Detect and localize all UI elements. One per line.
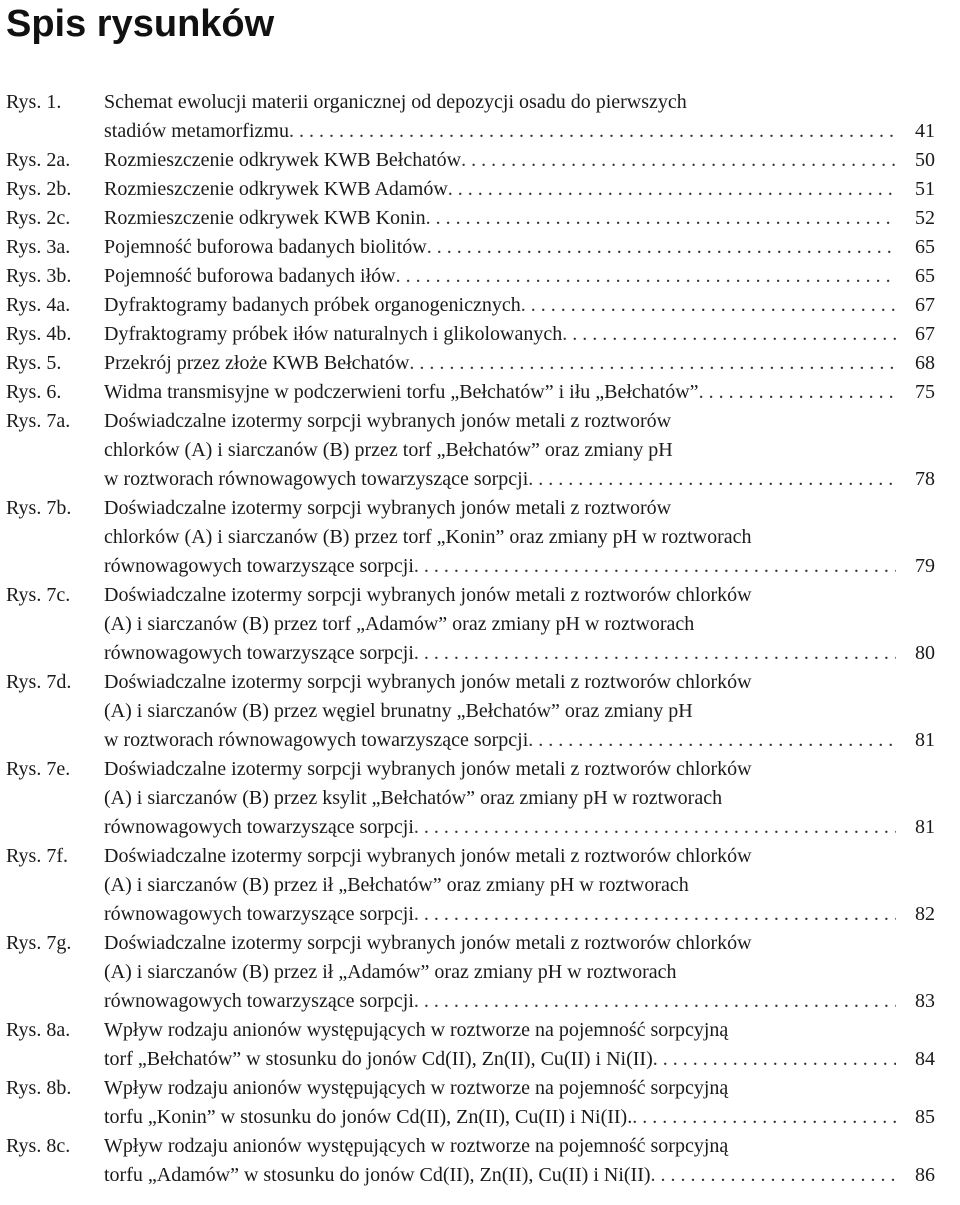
figure-number: Rys. 7b. — [6, 497, 72, 519]
page-title: Spis rysunków — [6, 3, 275, 45]
caption-text: równowagowych towarzyszące sorpcji — [104, 555, 414, 577]
figure-caption — [104, 929, 896, 1016]
list-item[interactable] — [0, 262, 960, 291]
figure-number: Rys. 7d. — [6, 671, 72, 693]
list-item[interactable] — [0, 1132, 960, 1190]
caption-text: Widma transmisyjne w podczerwieni torfu „Bełchatów” i iłu „Bełchatów” — [104, 381, 699, 403]
caption-line — [104, 726, 896, 755]
list-item[interactable] — [0, 146, 960, 175]
figure-caption — [104, 349, 896, 378]
caption-text: Dyfraktogramy próbek iłów naturalnych i glikolowanych — [104, 323, 563, 345]
caption-line — [104, 349, 896, 378]
figure-number: Rys. 5. — [6, 352, 62, 374]
dot-leader — [521, 291, 896, 320]
list-item[interactable] — [0, 755, 960, 842]
figure-caption — [104, 668, 896, 755]
page-number: 83 — [915, 990, 935, 1012]
caption-text: Rozmieszczenie odkrywek KWB Bełchatów — [104, 149, 462, 171]
figure-caption — [104, 842, 896, 929]
caption-line: Wpływ rodzaju anionów występujących w roztworze na pojemność sorpcyjną — [104, 1077, 729, 1099]
page-number: 52 — [915, 207, 935, 229]
dot-leader — [409, 349, 896, 378]
caption-text: równowagowych towarzyszące sorpcji — [104, 816, 414, 838]
caption-text: równowagowych towarzyszące sorpcji — [104, 903, 414, 925]
caption-line: chlorków (A) i siarczanów (B) przez torf „Konin” oraz zmiany pH w roztworach — [104, 526, 752, 548]
dot-leader — [653, 1045, 896, 1074]
figure-number: Rys. 2b. — [6, 178, 72, 200]
dot-leader — [562, 320, 896, 349]
caption-line — [104, 291, 896, 320]
caption-text: równowagowych towarzyszące sorpcji — [104, 990, 414, 1012]
caption-line — [104, 813, 896, 842]
figure-number: Rys. 3a. — [6, 236, 71, 258]
figure-caption — [104, 262, 896, 291]
page-number: 86 — [915, 1164, 935, 1186]
page-number: 51 — [915, 178, 935, 200]
figure-number: Rys. 8b. — [6, 1077, 72, 1099]
dot-leader — [414, 900, 896, 929]
list-item[interactable] — [0, 1074, 960, 1132]
caption-text: Przekrój przez złoże KWB Bełchatów — [104, 352, 410, 374]
dot-leader — [289, 117, 896, 146]
page-number: 50 — [915, 149, 935, 171]
figure-caption — [104, 291, 896, 320]
figure-caption — [104, 233, 896, 262]
caption-text: w roztworach równowagowych towarzyszące sorpcji — [104, 468, 529, 490]
page-number: 78 — [915, 468, 935, 490]
caption-line — [104, 320, 896, 349]
page-number: 67 — [915, 294, 935, 316]
dot-leader — [427, 233, 896, 262]
caption-line — [104, 639, 896, 668]
figure-number: Rys. 8c. — [6, 1135, 71, 1157]
caption-line — [104, 175, 896, 204]
caption-line — [104, 1161, 896, 1190]
page-number: 75 — [915, 381, 935, 403]
list-item[interactable] — [0, 175, 960, 204]
page-number: 81 — [915, 816, 935, 838]
caption-text: Rozmieszczenie odkrywek KWB Adamów — [104, 178, 448, 200]
figure-caption — [104, 581, 896, 668]
page-number: 82 — [915, 903, 935, 925]
dot-leader — [651, 1161, 896, 1190]
figure-number: Rys. 7g. — [6, 932, 72, 954]
caption-line — [104, 146, 896, 175]
caption-line — [104, 900, 896, 929]
figure-caption — [104, 88, 896, 146]
list-item[interactable] — [0, 494, 960, 581]
dot-leader — [461, 146, 896, 175]
dot-leader — [414, 552, 896, 581]
caption-line — [104, 1045, 896, 1074]
list-item[interactable] — [0, 349, 960, 378]
figure-number: Rys. 8a. — [6, 1019, 71, 1041]
list-item[interactable] — [0, 291, 960, 320]
caption-text: równowagowych towarzyszące sorpcji — [104, 642, 414, 664]
list-item[interactable] — [0, 378, 960, 407]
caption-line — [104, 987, 896, 1016]
list-item[interactable] — [0, 407, 960, 494]
caption-line — [104, 233, 896, 262]
list-item[interactable] — [0, 233, 960, 262]
caption-line: Doświadczalne izotermy sorpcji wybranych jonów metali z roztworów chlorków — [104, 671, 752, 693]
figure-caption — [104, 204, 896, 233]
page-number: 81 — [915, 729, 935, 751]
caption-line — [104, 262, 896, 291]
page-number: 68 — [915, 352, 935, 374]
figure-caption — [104, 378, 896, 407]
caption-line: Doświadczalne izotermy sorpcji wybranych jonów metali z roztworów — [104, 497, 672, 519]
dot-leader — [414, 987, 896, 1016]
caption-line — [104, 465, 896, 494]
caption-line: (A) i siarczanów (B) przez ił „Bełchatów” oraz zmiany pH w roztworach — [104, 874, 689, 896]
page-number: 80 — [915, 642, 935, 664]
dot-leader — [448, 175, 896, 204]
dot-leader — [426, 204, 896, 233]
caption-line: Doświadczalne izotermy sorpcji wybranych jonów metali z roztworów — [104, 410, 672, 432]
page-number: 84 — [915, 1048, 935, 1070]
figure-caption — [104, 1132, 896, 1190]
figure-caption — [104, 407, 896, 494]
dot-leader — [396, 262, 896, 291]
figure-number: Rys. 4b. — [6, 323, 72, 345]
caption-line — [104, 1103, 896, 1132]
list-item[interactable] — [0, 88, 960, 146]
caption-text: w roztworach równowagowych towarzyszące sorpcji — [104, 729, 529, 751]
figure-caption — [104, 494, 896, 581]
page-number: 79 — [915, 555, 935, 577]
page-number: 65 — [915, 265, 935, 287]
caption-text: Pojemność buforowa badanych biolitów — [104, 236, 427, 258]
page-number: 41 — [915, 120, 935, 142]
caption-text: Rozmieszczenie odkrywek KWB Konin — [104, 207, 426, 229]
caption-text: torf „Bełchatów” w stosunku do jonów Cd(II), Zn(II), Cu(II) i Ni(II) — [104, 1048, 653, 1070]
caption-line — [104, 117, 896, 146]
figure-caption — [104, 320, 896, 349]
caption-line: chlorków (A) i siarczanów (B) przez torf „Bełchatów” oraz zmiany pH — [104, 439, 673, 461]
caption-line: (A) i siarczanów (B) przez torf „Adamów” oraz zmiany pH w roztworach — [104, 613, 695, 635]
figure-caption — [104, 146, 896, 175]
caption-line: Wpływ rodzaju anionów występujących w roztworze na pojemność sorpcyjną — [104, 1135, 729, 1157]
caption-text: torfu „Adamów” w stosunku do jonów Cd(II), Zn(II), Cu(II) i Ni(II) — [104, 1164, 651, 1186]
dot-leader — [414, 813, 896, 842]
caption-text: Dyfraktogramy badanych próbek organogenicznych — [104, 294, 521, 316]
caption-line: Wpływ rodzaju anionów występujących w roztworze na pojemność sorpcyjną — [104, 1019, 729, 1041]
page-number: 65 — [915, 236, 935, 258]
caption-text: stadiów metamorfizmu — [104, 120, 289, 142]
caption-line: Doświadczalne izotermy sorpcji wybranych jonów metali z roztworów chlorków — [104, 932, 752, 954]
caption-line: Doświadczalne izotermy sorpcji wybranych jonów metali z roztworów chlorków — [104, 584, 752, 606]
dot-leader — [632, 1103, 896, 1132]
figure-caption — [104, 1074, 896, 1132]
figure-number: Rys. 2c. — [6, 207, 71, 229]
caption-line: Doświadczalne izotermy sorpcji wybranych jonów metali z roztworów chlorków — [104, 758, 752, 780]
dot-leader — [699, 378, 896, 407]
list-item[interactable] — [0, 581, 960, 668]
figure-number: Rys. 6. — [6, 381, 62, 403]
page-number: 67 — [915, 323, 935, 345]
caption-text: Pojemność buforowa badanych iłów — [104, 265, 396, 287]
figure-number: Rys. 3b. — [6, 265, 72, 287]
figure-caption — [104, 175, 896, 204]
figure-number: Rys. 4a. — [6, 294, 71, 316]
caption-line: Doświadczalne izotermy sorpcji wybranych jonów metali z roztworów chlorków — [104, 845, 752, 867]
list-item[interactable] — [0, 668, 960, 755]
dot-leader — [528, 726, 896, 755]
list-item[interactable] — [0, 204, 960, 233]
caption-line: Schemat ewolucji materii organicznej od depozycji osadu do pierwszych — [104, 91, 687, 113]
caption-line — [104, 204, 896, 233]
list-item[interactable] — [0, 320, 960, 349]
figure-number: Rys. 7f. — [6, 845, 68, 867]
page-number: 85 — [915, 1106, 935, 1128]
caption-line — [104, 552, 896, 581]
figure-number: Rys. 1. — [6, 91, 62, 113]
figure-number: Rys. 2a. — [6, 149, 71, 171]
figure-list — [0, 88, 960, 1190]
dot-leader — [414, 639, 896, 668]
figure-caption — [104, 1016, 896, 1074]
caption-line: (A) i siarczanów (B) przez ksylit „Bełchatów” oraz zmiany pH w roztworach — [104, 787, 723, 809]
list-item[interactable] — [0, 842, 960, 929]
caption-line: (A) i siarczanów (B) przez ił „Adamów” oraz zmiany pH w roztworach — [104, 961, 677, 983]
figure-number: Rys. 7c. — [6, 584, 71, 606]
caption-line — [104, 378, 896, 407]
caption-text: torfu „Konin” w stosunku do jonów Cd(II), Zn(II), Cu(II) i Ni(II). — [104, 1106, 633, 1128]
figure-number: Rys. 7e. — [6, 758, 71, 780]
dot-leader — [528, 465, 896, 494]
figure-number: Rys. 7a. — [6, 410, 71, 432]
caption-line: (A) i siarczanów (B) przez węgiel brunatny „Bełchatów” oraz zmiany pH — [104, 700, 693, 722]
list-item[interactable] — [0, 1016, 960, 1074]
figure-caption — [104, 755, 896, 842]
list-item[interactable] — [0, 929, 960, 1016]
